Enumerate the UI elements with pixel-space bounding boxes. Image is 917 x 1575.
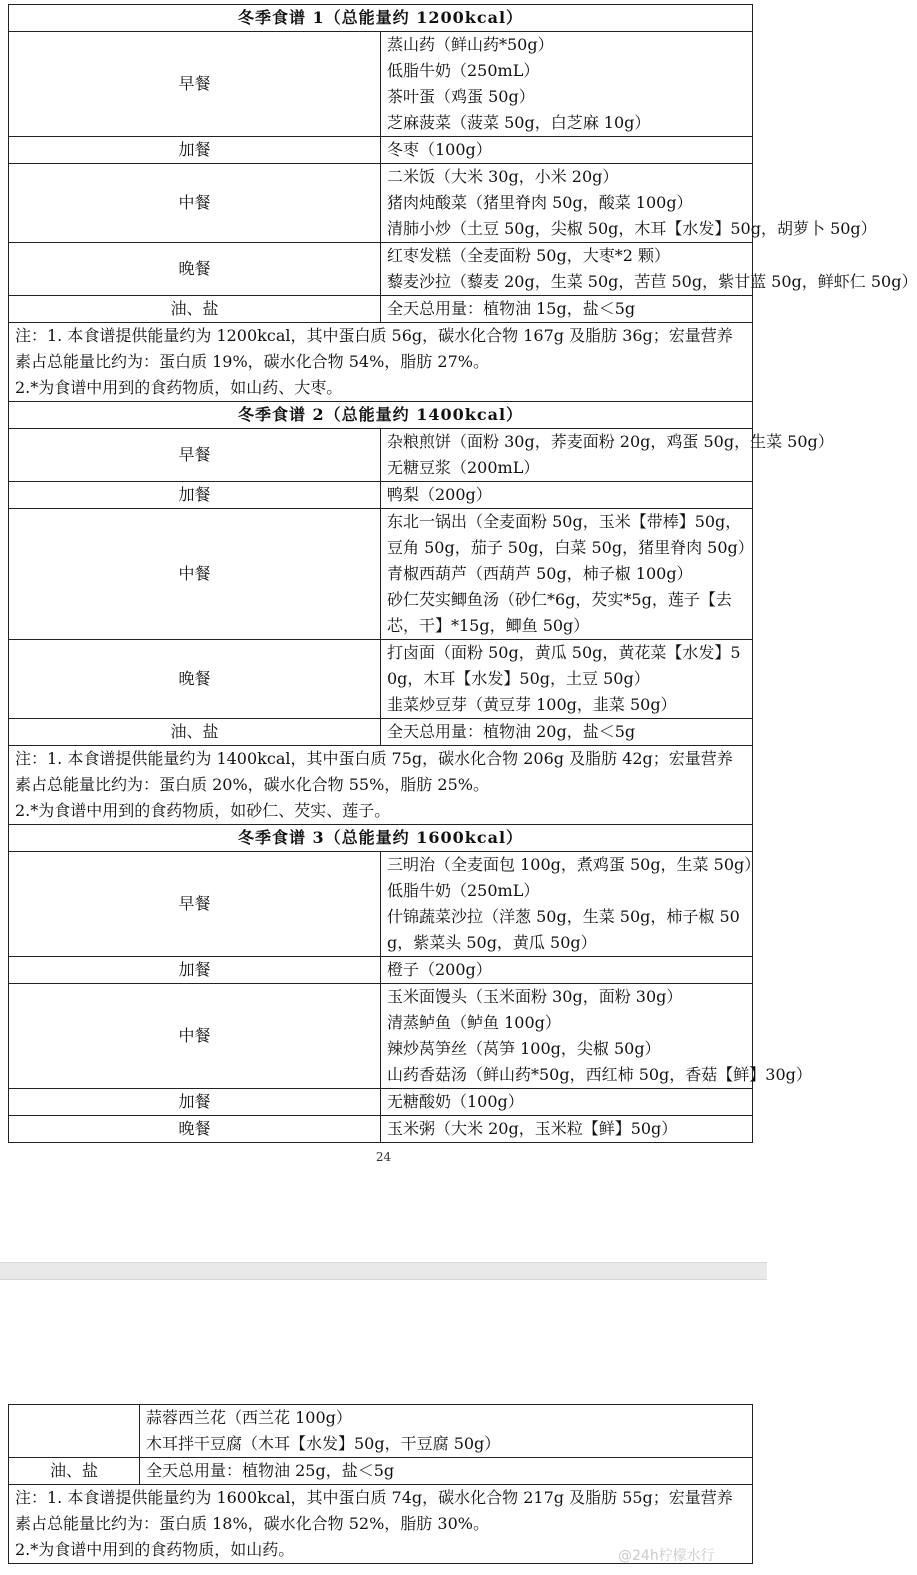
meal-label: 油、盐	[9, 296, 381, 323]
note-line: 注：1. 本食谱提供能量约为 1400kcal，其中蛋白质 75g，碳水化合物 206g 及脂肪 42g；宏量营养素占总能量比约为：蛋白质 20%，碳水化合物 55%，脂肪 25%。	[15, 749, 733, 794]
meal-label: 加餐	[9, 957, 381, 984]
meal-items	[381, 957, 753, 984]
food-item: 砂仁芡实鲫鱼汤（砂仁*6g，芡实*5g，莲子【去芯，干】*15g，鲫鱼 50g）	[387, 590, 732, 635]
table-row	[9, 137, 753, 164]
meal-label-empty	[9, 1405, 140, 1458]
note-line: 2.*为食谱中用到的食药物质，如山药、大枣。	[15, 378, 343, 397]
document-page-2	[0, 1280, 767, 1575]
note-line: 2.*为食谱中用到的食药物质，如砂仁、芡实、莲子。	[15, 801, 391, 820]
meal-items	[381, 984, 812, 1089]
meal-label: 早餐	[9, 429, 381, 482]
table-row	[9, 984, 753, 1089]
note-line: 注：1. 本食谱提供能量约为 1200kcal，其中蛋白质 56g，碳水化合物 167g 及脂肪 36g；宏量营养素占总能量比约为：蛋白质 19%，碳水化合物 54%，脂肪 27%。	[15, 326, 733, 371]
meal-label: 油、盐	[9, 719, 381, 746]
table-row	[9, 1458, 753, 1485]
meal-label: 早餐	[9, 852, 381, 957]
food-item: 蒜蓉西兰花（西兰花 100g）	[146, 1408, 352, 1427]
table-row	[9, 482, 753, 509]
table-row	[9, 509, 753, 640]
food-item: 全天总用量：植物油 25g，盐＜5g	[146, 1461, 395, 1480]
table-row	[9, 164, 753, 243]
meal-label: 晚餐	[9, 1116, 381, 1143]
food-item: 全天总用量：植物油 15g，盐＜5g	[387, 299, 636, 318]
meal-items	[140, 1458, 753, 1485]
menu3-title: 冬季食谱 3（总能量约 1600kcal）	[9, 825, 753, 852]
meal-label: 中餐	[9, 164, 381, 243]
meal-label: 早餐	[9, 32, 381, 137]
watermark: @24h柠檬水行	[618, 1548, 715, 1564]
food-item: 清肺小炒（土豆 50g，尖椒 50g，木耳【水发】50g，胡萝卜 50g）	[387, 219, 877, 238]
menu2-title: 冬季食谱 2（总能量约 1400kcal）	[9, 402, 753, 429]
meal-label: 晚餐	[9, 243, 381, 296]
meal-items	[381, 852, 761, 957]
food-item: 全天总用量：植物油 20g，盐＜5g	[387, 722, 636, 741]
meal-items	[381, 243, 917, 296]
food-item: 什锦蔬菜沙拉（洋葱 50g，生菜 50g，柿子椒 50g，紫菜头 50g，黄瓜 50g）	[387, 907, 740, 952]
table-row	[9, 243, 753, 296]
meal-label: 晚餐	[9, 640, 381, 719]
meal-items	[381, 640, 753, 719]
table-row	[9, 296, 753, 323]
table-row	[9, 429, 753, 482]
meal-items	[381, 296, 753, 323]
meal-items	[381, 429, 834, 482]
food-item: 藜麦沙拉（藜麦 20g，生菜 50g，苦苣 50g，紫甘蓝 50g，鲜虾仁 50g）	[387, 272, 917, 291]
meal-label: 油、盐	[9, 1458, 140, 1485]
meal-items	[381, 719, 753, 746]
meal-items	[381, 509, 753, 640]
food-item: 茶叶蛋（鸡蛋 50g）	[387, 87, 535, 106]
meal-items	[381, 1089, 753, 1116]
food-item: 红枣发糕（全麦面粉 50g，大枣*2 颗）	[387, 246, 670, 265]
table-row	[9, 719, 753, 746]
meal-items	[140, 1405, 753, 1458]
table-row	[9, 957, 753, 984]
food-item: 玉米面馒头（玉米面粉 30g，面粉 30g）	[387, 987, 683, 1006]
winter-menu-table	[8, 4, 917, 1143]
food-item: 打卤面（面粉 50g，黄瓜 50g，黄花菜【水发】50g，木耳【水发】50g，土豆 50g）	[387, 643, 741, 688]
food-item: 冬枣（100g）	[387, 140, 492, 159]
food-item: 清蒸鲈鱼（鲈鱼 100g）	[387, 1013, 561, 1032]
food-item: 蒸山药（鲜山药*50g）	[387, 35, 554, 54]
meal-label: 加餐	[9, 1089, 381, 1116]
food-item: 无糖酸奶（100g）	[387, 1092, 524, 1111]
table-row	[9, 1116, 753, 1143]
meal-items	[381, 137, 753, 164]
food-item: 二米饭（大米 30g，小米 20g）	[387, 167, 619, 186]
food-item: 无糖豆浆（200mL）	[387, 458, 540, 477]
food-item: 辣炒莴笋丝（莴笋 100g，尖椒 50g）	[387, 1039, 661, 1058]
food-item: 猪肉炖酸菜（猪里脊肉 50g，酸菜 100g）	[387, 193, 693, 212]
food-item: 青椒西葫芦（西葫芦 50g，柿子椒 100g）	[387, 564, 693, 583]
meal-items	[381, 164, 877, 243]
food-item: 鸭梨（200g）	[387, 485, 492, 504]
table-row	[9, 1089, 753, 1116]
note-line: 2.*为食谱中用到的食药物质，如山药。	[15, 1540, 295, 1559]
food-item: 低脂牛奶（250mL）	[387, 881, 540, 900]
table-row	[9, 1405, 753, 1458]
meal-label: 加餐	[9, 137, 381, 164]
meal-items	[381, 482, 753, 509]
food-item: 橙子（200g）	[387, 960, 492, 979]
winter-menu-table-continued	[8, 1404, 753, 1564]
menu2-notes	[9, 746, 753, 825]
menu1-notes	[9, 323, 753, 402]
food-item: 芝麻菠菜（菠菜 50g，白芝麻 10g）	[387, 113, 651, 132]
food-item: 杂粮煎饼（面粉 30g，荞麦面粉 20g，鸡蛋 50g，生菜 50g）	[387, 432, 834, 451]
food-item: 山药香菇汤（鲜山药*50g，西红柿 50g，香菇【鲜】30g）	[387, 1065, 812, 1084]
table-row	[9, 640, 753, 719]
food-item: 东北一锅出（全麦面粉 50g，玉米【带棒】50g，豆角 50g，茄子 50g，白菜 50g，猪里脊肉 50g）	[387, 512, 754, 557]
food-item: 低脂牛奶（250mL）	[387, 61, 540, 80]
meal-items	[381, 1116, 753, 1143]
menu1-title: 冬季食谱 1（总能量约 1200kcal）	[9, 5, 753, 32]
food-item: 木耳拌干豆腐（木耳【水发】50g，干豆腐 50g）	[146, 1434, 501, 1453]
meal-label: 中餐	[9, 509, 381, 640]
table-row	[9, 323, 753, 402]
meal-label: 加餐	[9, 482, 381, 509]
table-row	[9, 32, 753, 137]
meal-items	[381, 32, 753, 137]
table-row	[9, 852, 753, 957]
note-line: 注：1. 本食谱提供能量约为 1600kcal，其中蛋白质 74g，碳水化合物 217g 及脂肪 55g；宏量营养素占总能量比约为：蛋白质 18%，碳水化合物 52%，脂肪 30%。	[15, 1488, 733, 1533]
meal-label: 中餐	[9, 984, 381, 1089]
page-number: 24	[375, 1150, 392, 1164]
table-row	[9, 746, 753, 825]
food-item: 韭菜炒豆芽（黄豆芽 100g，韭菜 50g）	[387, 695, 677, 714]
food-item: 三明治（全麦面包 100g，煮鸡蛋 50g，生菜 50g）	[387, 855, 761, 874]
page-separator	[0, 1262, 767, 1280]
food-item: 玉米粥（大米 20g，玉米粒【鲜】50g）	[387, 1119, 678, 1138]
